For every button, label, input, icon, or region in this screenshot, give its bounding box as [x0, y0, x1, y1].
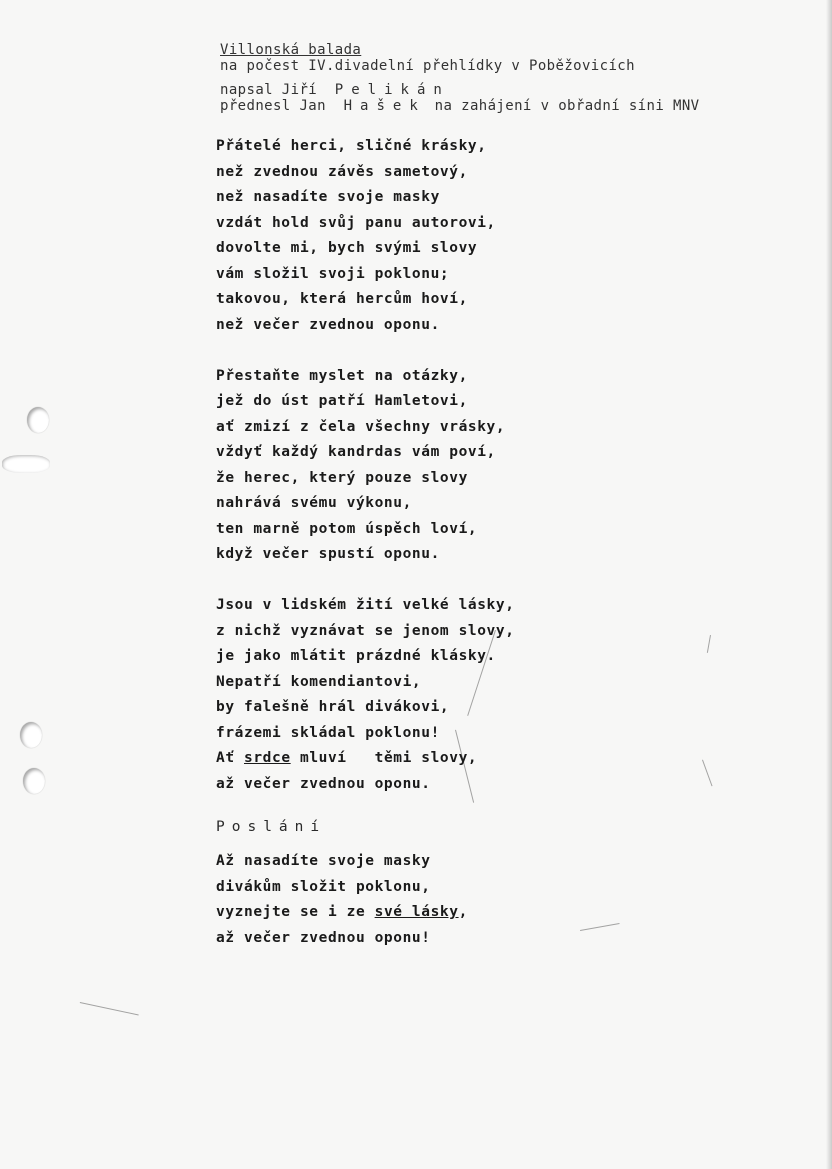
verse-line: když večer spustí oponu. [216, 546, 440, 562]
verse-line: než večer zvednou oponu. [216, 316, 440, 333]
scan-scratch [707, 635, 711, 653]
verse-line: Až nasadíte svoje masky [216, 853, 431, 869]
poem-body [216, 134, 515, 951]
stanza-2 [216, 364, 515, 568]
verse-line: takovou, která hercům hoví, [216, 291, 468, 307]
punch-hole-middle [20, 722, 42, 748]
verse-line: vám složil svoji poklonu; [216, 265, 450, 282]
verse-line: vždyť každý kandrdas vám poví, [216, 444, 496, 460]
author-prefix: napsal Jiří [220, 82, 318, 98]
reciter-line [220, 98, 700, 114]
page-edge-shadow [826, 0, 832, 1169]
verse-line: vyznejte se i ze své lásky, [216, 904, 468, 920]
punch-hole-bottom [23, 768, 45, 794]
verse-line: že herec, který pouze slovy [216, 469, 468, 486]
stanza-1 [216, 134, 515, 338]
envoi-stanza [216, 843, 515, 951]
verse-line: je jako mlátit prázdné klásky. [216, 648, 496, 664]
verse-line: až večer zvednou oponu. [216, 775, 431, 792]
verse-line: než zvednou závěs sametový, [216, 163, 468, 180]
event-text: na zahájení v obřadní síni MNV [434, 98, 700, 114]
verse-line: frázemi skládal poklonu! [216, 724, 440, 741]
occasion-line: na počest IV.divadelní přehlídky v Poběžovicích [220, 58, 635, 74]
punch-hole-top [27, 407, 49, 433]
reciter-prefix: přednesl Jan [220, 98, 326, 114]
verse-line: vzdát hold svůj panu autorovi, [216, 214, 496, 231]
verse-line: Nepatří komendiantovi, [216, 673, 422, 690]
verse-line: jež do úst patří Hamletovi, [216, 393, 468, 409]
scan-scratch [80, 1002, 139, 1015]
scan-scratch [580, 923, 620, 931]
verse-line: Přestaňte myslet na otázky, [216, 367, 468, 384]
verse-line: by falešně hrál divákovi, [216, 699, 450, 715]
reciter-surname: Hašek [343, 98, 426, 114]
underlined-phrase: své lásky [374, 904, 459, 920]
verse-line: dovolte mi, bych svými slovy [216, 240, 478, 256]
author-surname: Pelikán [334, 82, 450, 98]
verse-line: Ať srdce mluví těmi slovy, [216, 750, 478, 766]
author-line [220, 82, 700, 98]
stanza-3 [216, 593, 515, 797]
verse-line: Přátelé herci, sličné krásky, [216, 138, 487, 154]
torn-hole [2, 455, 50, 473]
verse-line: Jsou v lidském žití velké lásky, [216, 597, 515, 613]
verse-line: než nasadíte svoje masky [216, 189, 440, 205]
envoi-title: Poslání [216, 819, 327, 835]
verse-line: divákům složit poklonu, [216, 878, 431, 895]
header-block [220, 42, 700, 114]
underlined-word: srdce [244, 750, 291, 766]
verse-line: nahrává svému výkonu, [216, 495, 412, 511]
poem-title: Villonská balada [220, 42, 362, 58]
verse-line: ať zmizí z čela všechny vrásky, [216, 418, 506, 435]
verse-line: z nichž vyznávat se jenom slovy, [216, 622, 515, 639]
scan-scratch [702, 760, 713, 787]
verse-line: až večer zvednou oponu! [216, 929, 431, 946]
verse-line: ten marně potom úspěch loví, [216, 520, 478, 537]
